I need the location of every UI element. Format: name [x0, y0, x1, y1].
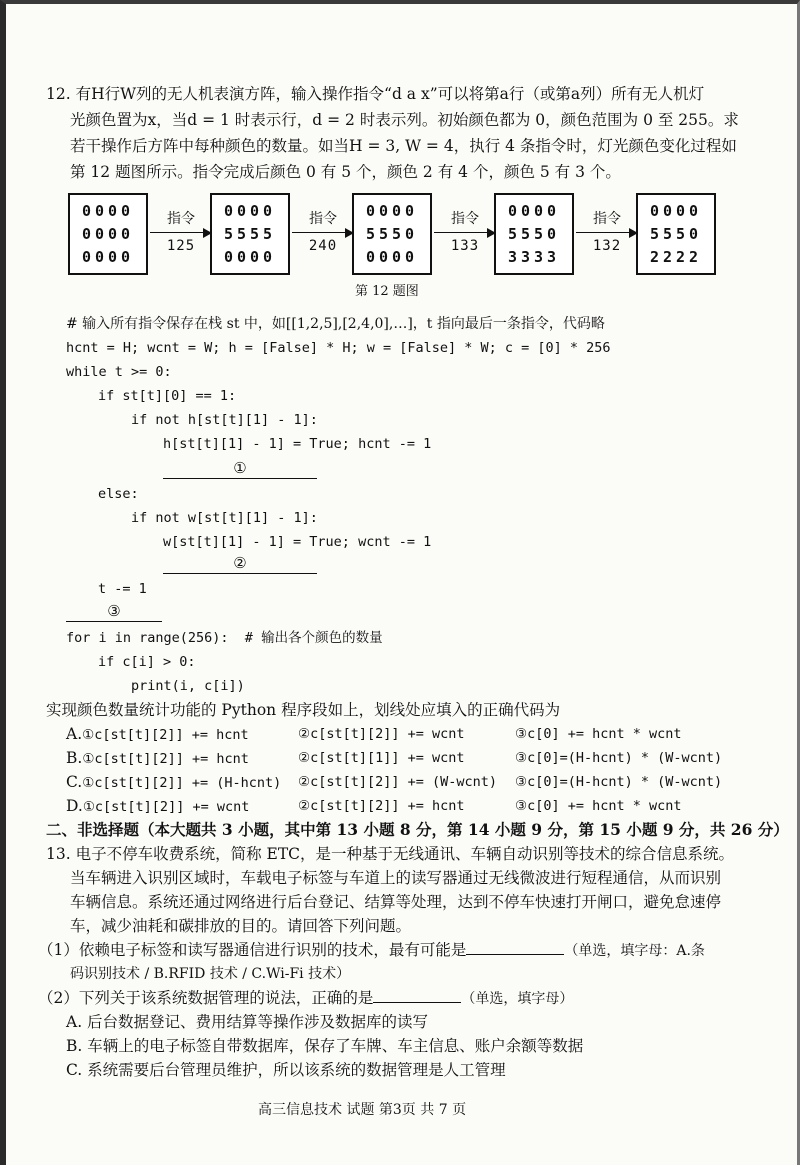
grid-state-4	[636, 193, 716, 275]
option-d-code-2: ②c[st[t][2]] += hcnt	[298, 798, 465, 814]
op-label: 指令	[593, 211, 621, 227]
op-2	[292, 208, 354, 254]
option-b-code-3: ③c[0]=(H-hcnt) * (W-wcnt)	[515, 750, 723, 766]
option-b-code-2: ②c[st[t][1]] += wcnt	[298, 750, 465, 766]
code-line: for i in range(256): # 输出各个颜色的数量	[66, 630, 383, 646]
op-value: 125	[166, 238, 196, 254]
op-value: 240	[308, 238, 338, 254]
option-letter: B.	[66, 749, 83, 767]
grid-state-0	[68, 193, 148, 275]
question-stem: 实现颜色数量统计功能的 Python 程序段如上，划线处应填入的正确代码为	[46, 701, 561, 719]
sub1-text: （1）依赖电子标签和读写器通信进行识别的技术，最有可能是	[38, 941, 467, 959]
grid-row: 0000	[81, 201, 135, 220]
grid-row: 3333	[507, 248, 561, 267]
code-line: if not w[st[t][1] - 1]:	[131, 510, 318, 526]
code-line: hcnt = H; wcnt = W; h = [False] * H; w = [False] * W; c = [0] * 256	[66, 340, 611, 356]
code-line: h[st[t][1] - 1] = True; hcnt -= 1	[163, 436, 432, 452]
grid-row: 0000	[649, 201, 703, 220]
code-line: while t >= 0:	[66, 364, 172, 380]
code-line: if st[t][0] == 1:	[98, 388, 237, 404]
q12-line2: 光颜色置为x，当d = 1 时表示行，d = 2 时表示列。初始颜色都为 0，颜色范围为 0 至 255。求	[70, 111, 739, 129]
option-letter: A.	[66, 725, 83, 743]
code-line: print(i, c[i])	[131, 678, 245, 694]
code-line: t -= 1	[98, 581, 147, 597]
op-label: 指令	[451, 211, 479, 227]
section-heading: 二、非选择题（本大题共 3 小题，其中第 13 小题 8 分，第 14 小题 9 分，第 15 小题 9 分，共 26 分）	[46, 820, 789, 839]
code-line: w[st[t][1] - 1] = True; wcnt -= 1	[163, 534, 432, 550]
q13-line2: 当车辆进入识别区域时，车载电子标签与车道上的读写器通过无线微波进行短程通信，从而识别	[70, 869, 722, 887]
option-d[interactable]	[66, 794, 249, 819]
grid-row: 5550	[365, 224, 419, 243]
option-d-code-3: ③c[0] += hcnt * wcnt	[515, 798, 682, 814]
answer-blank-1[interactable]	[466, 954, 564, 955]
grid-row: 0000	[365, 248, 419, 267]
sub1-hint-cont: 码识别技术 / B.RFID 技术 / C.Wi-Fi 技术）	[70, 966, 351, 982]
q13-sub2	[38, 986, 573, 1011]
grid-row: 5555	[223, 224, 277, 243]
sub1-hint: （单选，填字母：A.条	[564, 943, 705, 959]
op-3	[434, 208, 496, 254]
q13-sub1	[38, 938, 705, 963]
option-letter: D.	[66, 797, 83, 815]
code-line: else:	[98, 486, 139, 502]
arrow-right-icon	[434, 228, 496, 238]
q12-line4: 第 12 题图所示。指令完成后颜色 0 有 5 个，颜色 2 有 4 个，颜色 5 有 3 个。	[70, 163, 621, 181]
grid-row: 5550	[649, 224, 703, 243]
option-c-code-3: ③c[0]=(H-hcnt) * (W-wcnt)	[515, 774, 723, 790]
q13-option-b[interactable]: B. 车辆上的电子标签自带数据库，保存了车牌、车主信息、账户余额等数据	[66, 1037, 584, 1055]
grid-state-2	[352, 193, 432, 275]
q13-line4: 车，减少油耗和碳排放的目的。请回答下列问题。	[70, 917, 412, 935]
q12-line1: 12. 有H行W列的无人机表演方阵，输入操作指令“d a x”可以将第a行（或第a列）所有无人机灯	[46, 85, 705, 103]
grid-row: 0000	[365, 201, 419, 220]
option-a-code-3: ③c[0] += hcnt * wcnt	[515, 726, 682, 742]
option-a[interactable]	[66, 722, 249, 747]
grid-row: 2222	[649, 248, 703, 267]
q12-line3: 若干操作后方阵中每种颜色的数量。如当H = 3, W = 4，执行 4 条指令时，灯光颜色变化过程如	[70, 137, 737, 155]
code-line: if not h[st[t][1] - 1]:	[131, 412, 318, 428]
answer-blank-2[interactable]	[373, 1002, 461, 1003]
blank-2: ②	[163, 553, 317, 574]
arrow-right-icon	[292, 228, 354, 238]
blank-1: ①	[163, 458, 317, 479]
option-b[interactable]	[66, 746, 249, 771]
code-comment: # 输入所有指令保存在栈 st 中，如[[1,2,5],[2,4,0],…]，t 指向最后一条指令，代码略	[66, 316, 605, 332]
option-code-1: ①c[st[t][2]] += hcnt	[82, 751, 249, 767]
op-1	[150, 208, 212, 254]
page-footer: 高三信息技术 试题 第3页 共 7 页	[258, 1102, 467, 1118]
option-code-1: ①c[st[t][2]] += hcnt	[82, 727, 249, 743]
grid-row: 0000	[507, 201, 561, 220]
code-line: if c[i] > 0:	[98, 654, 196, 670]
grid-state-3	[494, 193, 574, 275]
figure-caption: 第 12 题图	[355, 284, 419, 299]
grid-row: 5550	[507, 224, 561, 243]
option-c-code-2: ②c[st[t][2]] += (W-wcnt)	[298, 774, 498, 790]
option-code-1: ①c[st[t][2]] += (H-hcnt)	[82, 775, 282, 791]
q13-line3: 车辆信息。系统还通过网络进行后台登记、结算等处理，达到不停车快速打开闸口，避免怠速停	[70, 893, 722, 911]
option-c[interactable]	[66, 770, 281, 795]
grid-row: 0000	[81, 224, 135, 243]
op-label: 指令	[167, 211, 195, 227]
option-letter: C.	[66, 773, 83, 791]
q13-option-c[interactable]: C. 系统需要后台管理员维护，所以该系统的数据管理是人工管理	[66, 1061, 506, 1079]
grid-row: 0000	[81, 248, 135, 267]
grid-state-1	[210, 193, 290, 275]
blank-3: ③	[66, 601, 162, 622]
q13-line1: 13. 电子不停车收费系统，简称 ETC，是一种基于无线通讯、车辆自动识别等技术的综合信息系统。	[46, 845, 735, 863]
op-value: 132	[592, 238, 622, 254]
arrow-right-icon	[150, 228, 212, 238]
grid-row: 0000	[223, 248, 277, 267]
option-code-1: ①c[st[t][2]] += wcnt	[82, 799, 250, 815]
arrow-right-icon	[576, 228, 638, 238]
op-4	[576, 208, 638, 254]
option-a-code-2: ②c[st[t][2]] += wcnt	[298, 726, 465, 742]
sub2-hint: （单选，填字母）	[461, 991, 574, 1007]
q13-option-a[interactable]: A. 后台数据登记、费用结算等操作涉及数据库的读写	[66, 1013, 429, 1031]
op-value: 133	[450, 238, 480, 254]
op-label: 指令	[309, 211, 337, 227]
sub2-text: （2）下列关于该系统数据管理的说法，正确的是	[38, 989, 374, 1007]
grid-row: 0000	[223, 201, 277, 220]
